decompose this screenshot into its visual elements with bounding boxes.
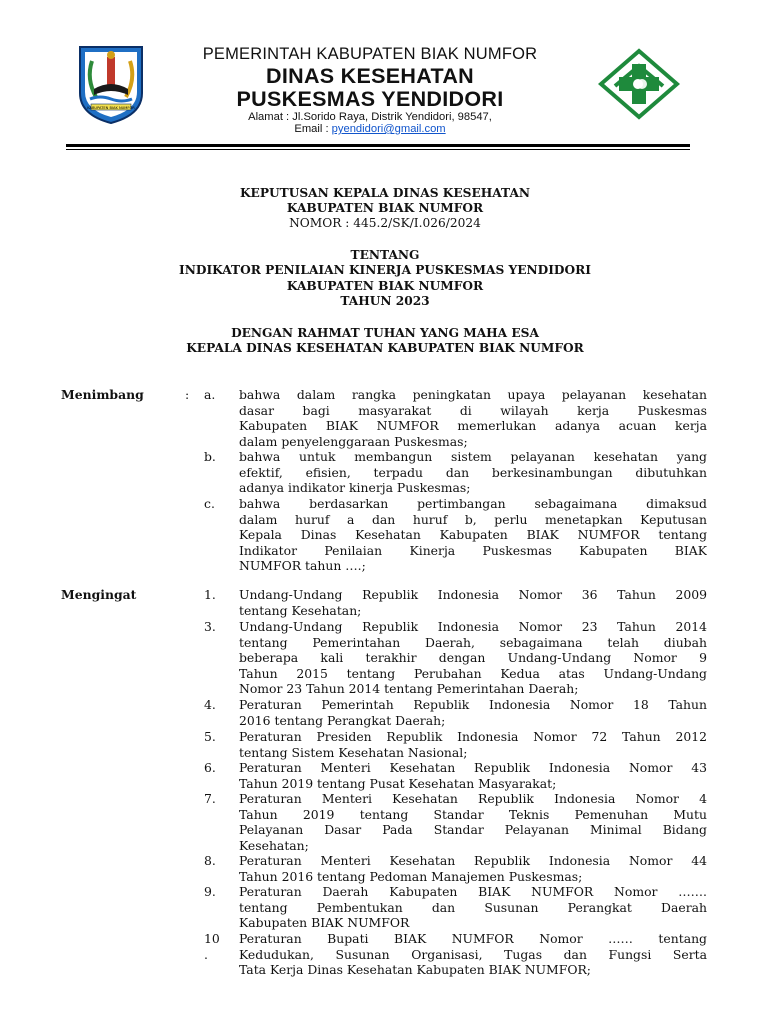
header-email-line — [150, 123, 590, 135]
text-line: Peraturan Menteri Kesehatan Republik Indonesia Nomor 4 — [239, 791, 707, 806]
text-line: dalam penyelenggaraan Puskesmas; — [239, 433, 468, 449]
text-line: Indikator Penilaian Kinerja Puskesmas Kabupaten BIAK — [239, 542, 707, 558]
text-line: Peraturan Menteri Kesehatan Republik Indonesia Nomor 43 — [239, 760, 707, 775]
text-line: Tahun 2015 tentang Perubahan Kedua atas Undang-Undang — [239, 665, 707, 681]
text-line: Peraturan Pemerintah Republik Indonesia Nomor 18 Tahun — [239, 697, 707, 712]
header-divider-thick — [66, 144, 690, 147]
list-item-text — [239, 760, 707, 791]
text-line: NUMFOR tahun ….; — [239, 558, 366, 574]
decree-about-heading: TENTANG — [350, 248, 420, 262]
list-item-text — [239, 697, 707, 728]
list-item-marker: 9. — [204, 884, 216, 899]
decree-subject-line-3: TAHUN 2023 — [340, 294, 430, 308]
text-line: Peraturan Bupati BIAK NUMFOR Nomor …… tentang — [239, 931, 707, 946]
list-item-marker: 3. — [204, 619, 216, 634]
list-item-marker: . — [204, 946, 208, 962]
list-item-text — [239, 729, 707, 760]
decree-subject-line-2: KABUPATEN BIAK NUMFOR — [286, 279, 484, 293]
header-divider-thin — [66, 149, 690, 150]
header-address: Alamat : Jl.Sorido Raya, Distrik Yendidori, 98547, — [248, 111, 492, 123]
biak-numfor-emblem-logo — [76, 43, 146, 125]
text-line: bahwa untuk membangun sistem pelayanan kesehatan yang — [239, 449, 707, 464]
decree-number: NOMOR : 445.2/SK/I.026/2024 — [289, 216, 481, 230]
text-line: tentang Sistem Kesehatan Nasional; — [239, 744, 468, 760]
list-item-marker: 6. — [204, 760, 216, 775]
text-line: Tahun 2019 tentang Pusat Kesehatan Masyarakat; — [239, 775, 557, 791]
menimbang-label: Menimbang — [61, 387, 144, 402]
emblem-ribbon-text: KABUPATEN BIAK NUMFOR — [87, 106, 135, 110]
decree-title-line-2: KABUPATEN BIAK NUMFOR — [286, 201, 484, 215]
text-line: Peraturan Presiden Republik Indonesia Nomor 72 Tahun 2012 — [239, 729, 707, 744]
blessing-line-1: DENGAN RAHMAT TUHAN YANG MAHA ESA — [231, 326, 539, 340]
list-item-text — [239, 884, 707, 931]
text-line: Tahun 2019 tentang Standar Teknis Pemenuhan Mutu — [239, 806, 707, 822]
list-item-text — [239, 791, 707, 853]
text-line: Peraturan Menteri Kesehatan Republik Indonesia Nomor 44 — [239, 853, 707, 868]
list-item-marker: 5. — [204, 729, 216, 744]
list-item-text — [239, 587, 707, 618]
text-line: efektif, efisien, terpadu dan berkesinambungan dibutuhkan — [239, 464, 707, 480]
email-link[interactable]: pyendidori@gmail.com — [331, 123, 446, 135]
list-item-text — [239, 853, 707, 884]
text-line: 2016 tentang Perangkat Daerah; — [239, 712, 446, 728]
header-agency-name: DINAS KESEHATAN — [266, 64, 474, 88]
text-line: Kesehatan; — [239, 837, 309, 853]
blessing-line-2: KEPALA DINAS KESEHATAN KABUPATEN BIAK NUMFOR — [186, 341, 584, 355]
list-item-text — [239, 449, 707, 496]
text-line: Undang-Undang Republik Indonesia Nomor 23 Tahun 2014 — [239, 619, 707, 634]
text-line: tentang Kesehatan; — [239, 602, 362, 618]
list-item-marker: c. — [204, 496, 215, 511]
text-line: Kabupaten BIAK NUMFOR memerlukan adanya acuan kerja — [239, 418, 707, 434]
list-item-marker: 10 — [204, 931, 220, 946]
list-item-text — [239, 496, 707, 574]
text-line: bahwa berdasarkan pertimbangan sebagaimana dimaksud — [239, 496, 707, 511]
text-line: Undang-Undang Republik Indonesia Nomor 36 Tahun 2009 — [239, 587, 707, 602]
header-government-line: PEMERINTAH KABUPATEN BIAK NUMFOR — [202, 45, 538, 63]
decree-subject-line-1: INDIKATOR PENILAIAN KINERJA PUSKESMAS YENDIDORI — [179, 263, 591, 277]
text-line: dalam huruf a dan huruf b, perlu menetapkan Keputusan — [239, 511, 707, 527]
decree-title-line-1: KEPUTUSAN KEPALA DINAS KESEHATAN — [239, 186, 531, 200]
text-line: tentang Pembentukan dan Susunan Perangkat Daerah — [239, 899, 707, 915]
text-line: Kepala Dinas Kesehatan Kabupaten BIAK NUMFOR tentang — [239, 527, 707, 543]
text-line: Tahun 2016 tentang Pedoman Manajemen Puskesmas; — [239, 868, 583, 884]
list-item-marker: 8. — [204, 853, 216, 868]
list-item-marker: a. — [204, 387, 216, 402]
text-line: Tata Kerja Dinas Kesehatan Kabupaten BIAK NUMFOR; — [239, 962, 591, 978]
text-line: bahwa dalam rangka peningkatan upaya pelayanan kesehatan — [239, 387, 707, 402]
list-item-marker: 1. — [204, 587, 216, 602]
header-puskesmas-name: PUSKESMAS YENDIDORI — [236, 87, 504, 111]
text-line: beberapa kali terakhir dengan Undang-Undang Nomor 9 — [239, 650, 707, 666]
list-item-marker: b. — [204, 449, 216, 464]
list-item-text — [239, 619, 707, 697]
text-line: Kedudukan, Susunan Organisasi, Tugas dan Fungsi Serta — [239, 946, 707, 962]
text-line: Kabupaten BIAK NUMFOR — [239, 915, 410, 931]
mengingat-label: Mengingat — [61, 587, 137, 602]
text-line: Nomor 23 Tahun 2014 tentang Pemerintahan Daerah; — [239, 681, 579, 697]
text-line: adanya indikator kinerja Puskesmas; — [239, 480, 471, 496]
list-item-text — [239, 387, 707, 449]
text-line: tentang Pemerintahan Daerah, sebagaimana telah diubah — [239, 634, 707, 650]
email-label: Email : — [294, 123, 332, 135]
list-item-marker: 4. — [204, 697, 216, 712]
text-line: Peraturan Daerah Kabupaten BIAK NUMFOR Nomor ……. — [239, 884, 707, 899]
list-item-marker: 7. — [204, 791, 216, 806]
list-item-text — [239, 931, 707, 978]
puskesmas-logo — [598, 48, 680, 120]
menimbang-colon: : — [185, 387, 190, 402]
text-line: dasar bagi masyarakat di wilayah kerja Puskesmas — [239, 402, 707, 418]
text-line: Pelayanan Dasar Pada Standar Pelayanan Minimal Bidang — [239, 822, 707, 838]
